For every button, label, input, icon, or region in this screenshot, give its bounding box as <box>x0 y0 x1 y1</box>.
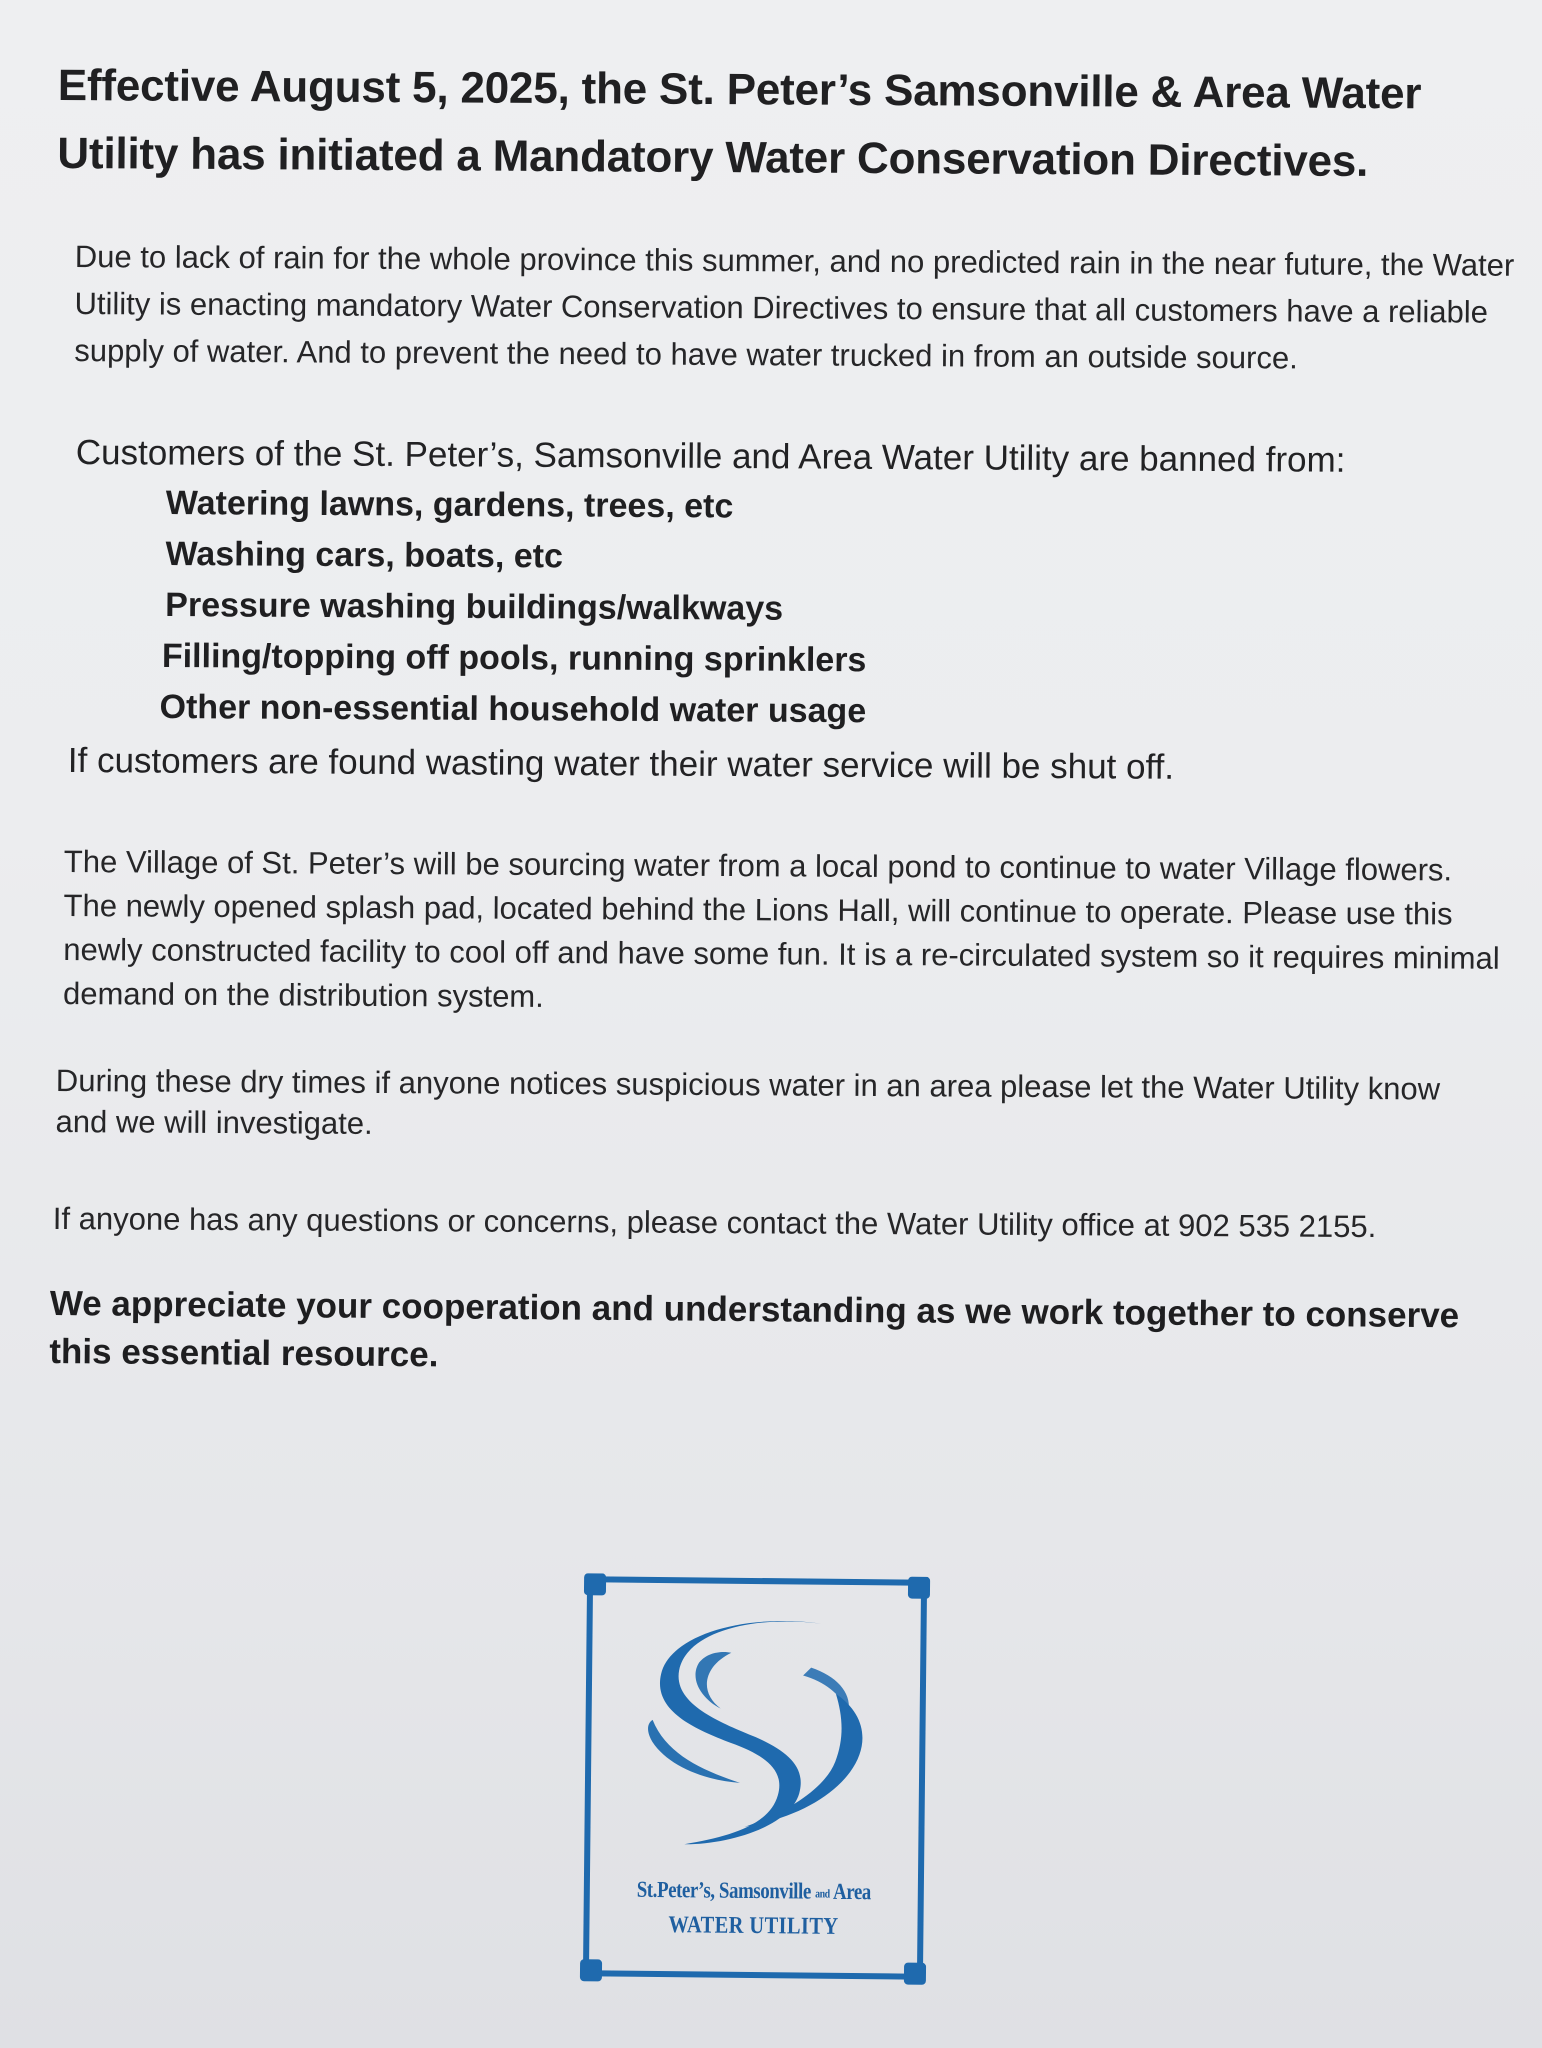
ban-intro: Customers of the St. Peter’s, Samsonville and Area Water Utility are banned from: <box>75 432 1346 480</box>
logo-text <box>578 1873 929 1944</box>
water-utility-logo <box>578 1573 932 1987</box>
closing-statement: We appreciate your cooperation and understanding as we work together to conserve this essential resource. <box>49 1283 1460 1375</box>
ban-item: Washing cars, boats, etc <box>165 534 564 576</box>
paragraph-village-splash-pad-text: The Village of St. Peter’s will be sourcing water from a local pond to continue to water Village flowers. The newly opened splash pad, located behind the Lions Hall, will continue to operate. Please use this newly constructed facility to cool off and have some fun. It is a re-circulated system so it requires minimal demand on the distribution system. <box>62 843 1500 1014</box>
ban-item: Filling/topping off pools, running sprinklers <box>161 636 867 680</box>
ban-list <box>159 478 1266 740</box>
ban-item: Other non-essential household water usage <box>159 687 867 731</box>
logo-and-word: and <box>815 1886 830 1901</box>
paragraph-suspicious-water-text: During these dry times if anyone notices suspicious water in an area please let the Water Utility know and we will investigate. <box>55 1063 1441 1141</box>
paragraph-contact-text: If anyone has any questions or concerns, please contact the Water Utility office at 902 535 2155. <box>52 1200 1377 1245</box>
ban-item: Pressure washing buildings/walkways <box>165 585 784 628</box>
ban-item: Watering lawns, gardens, trees, etc <box>165 483 734 526</box>
logo-name-part: St.Peter’s, Samsonville <box>636 1876 811 1904</box>
logo-name-line <box>610 1873 897 1910</box>
paragraph-contact <box>53 1195 1493 1251</box>
swoosh-s-icon <box>647 1620 864 1847</box>
logo-water-utility: WATER UTILITY <box>668 1911 839 1940</box>
paragraph-suspicious-water <box>55 1060 1495 1151</box>
paragraph-drought-reason <box>74 233 1515 383</box>
logo-name-part: Area <box>832 1878 872 1905</box>
paragraph-village-splash-pad <box>63 840 1504 1025</box>
paragraph-drought-reason-text: Due to lack of rain for the whole province this summer, and no predicted rain in the near future, the Water Utility is enacting mandatory Water Conservation Directives to ensure that all customers have a reliable supply of water. And to prevent the need to have water trucked in from an outside source. <box>74 238 1515 376</box>
shutoff-warning: If customers are found wasting water their water service will be shut off. <box>67 740 1175 787</box>
notice-headline: Effective August 5, 2025, the St. Peter’s Samsonville & Area Water Utility has initiated a Mandatory Water Conservation Directives. <box>57 60 1422 187</box>
